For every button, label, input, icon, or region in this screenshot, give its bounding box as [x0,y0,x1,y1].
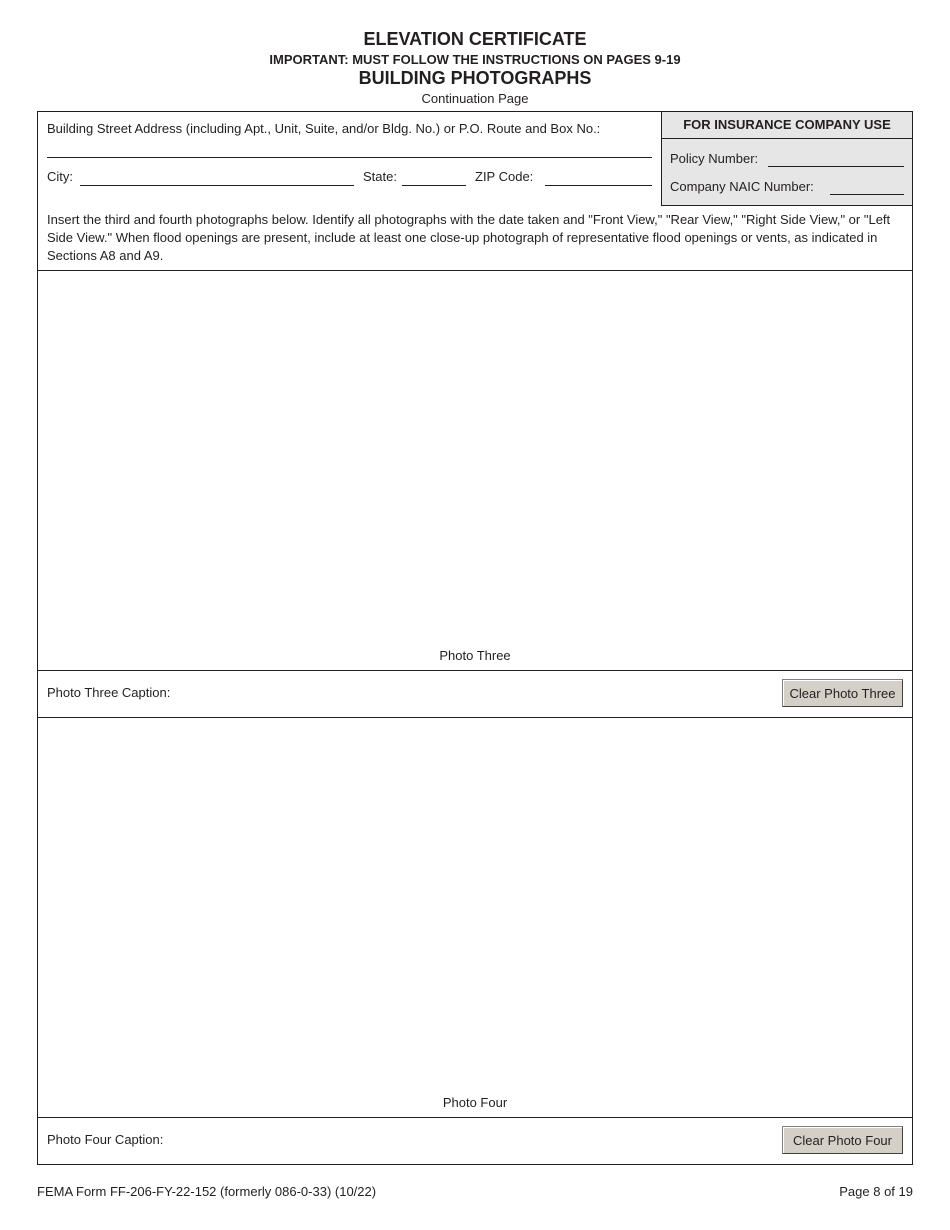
photo-three-label: Photo Three [439,648,511,663]
clear-photo-four-button[interactable]: Clear Photo Four [782,1126,903,1154]
naic-label: Company NAIC Number: [670,179,814,194]
zip-field[interactable] [545,185,652,186]
continuation-label: Continuation Page [421,91,529,106]
important-note: IMPORTANT: MUST FOLLOW THE INSTRUCTIONS ON PAGES 9-19 [269,52,681,67]
photo-three-caption-label: Photo Three Caption: [47,685,171,700]
clear-photo-three-button[interactable]: Clear Photo Three [782,679,903,707]
instructions: Insert the third and fourth photographs below. Identify all photographs with the date taken and "Front View," "Rear View," "Right Side View," or "Left Side View." When flood openings are present, include at least one close-up photograph of representative flood openings or vents, as indicated in Sections A8 and A9. [47,212,891,263]
form-title: ELEVATION CERTIFICATE [363,29,587,49]
zip-label: ZIP Code: [475,169,534,184]
city-field[interactable] [80,185,354,186]
photo-three-area[interactable] [37,270,913,671]
naic-field[interactable] [830,194,904,195]
photo-four-caption-label: Photo Four Caption: [47,1132,164,1147]
photo-four-area[interactable] [37,717,913,1118]
address-label: Building Street Address (including Apt., Unit, Suite, and/or Bldg. No.) or P.O. Route and Box No.: [47,121,601,136]
city-label: City: [47,169,73,184]
form-number: FEMA Form FF-206-FY-22-152 (formerly 086-0-33) (10/22) [37,1184,377,1199]
state-field[interactable] [402,185,466,186]
policy-field[interactable] [768,166,904,167]
state-label: State: [363,169,397,184]
page-number: Page 8 of 19 [839,1184,913,1199]
insurance-title: FOR INSURANCE COMPANY USE [662,112,912,139]
section-title: BUILDING PHOTOGRAPHS [358,68,592,88]
address-field[interactable] [47,157,652,158]
policy-label: Policy Number: [670,151,759,166]
photo-four-label: Photo Four [442,1095,508,1110]
